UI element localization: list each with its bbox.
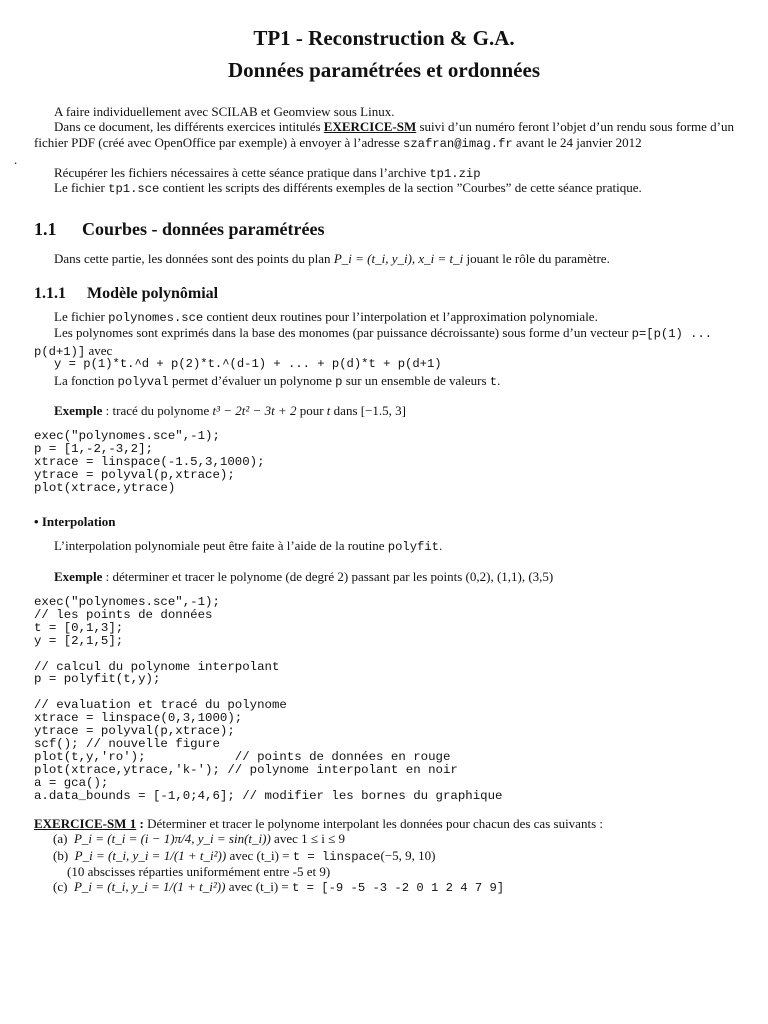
math-expression: P_i = (t_i, y_i = 1/(1 + t_i²)) <box>73 879 226 894</box>
intro-line-1: A faire individuellement avec SCILAB et Geomview sous Linux. <box>54 104 395 119</box>
body-text: . <box>497 373 501 388</box>
function-name: polyval <box>117 375 169 389</box>
exercise-item-b <box>53 848 436 866</box>
code-inline: t = linspace <box>292 850 381 864</box>
exercise-label: EXERCICE-SM 1 <box>34 816 137 831</box>
file-name: polynomes.sce <box>108 311 204 325</box>
variable-name: t <box>489 375 498 389</box>
body-text: pour <box>296 403 327 418</box>
body-text: (−5, 9, 10) <box>380 848 436 863</box>
body-text: L’interpolation polynomiale peut être faite à l’aide de la routine <box>54 538 388 553</box>
item-tag: (b) <box>53 848 69 863</box>
subsection-number: 1.1.1 <box>34 285 66 302</box>
section-title: Courbes - données paramétrées <box>82 219 325 239</box>
interpolation-text <box>34 538 734 556</box>
subsection-title: Modèle polynômial <box>87 285 219 302</box>
body-text: : tracé du polynome <box>102 403 213 418</box>
intro-period: . <box>14 152 18 168</box>
intro-paragraph-2 <box>14 119 734 168</box>
math-points: P_i = (t_i, y_i), x_i = t_i <box>333 251 464 266</box>
example-1 <box>34 403 734 419</box>
example-label: Exemple <box>54 569 103 584</box>
body-text: : déterminer et tracer le polynome (de degré 2) passant par les points (0,2), (1,1), (3,5) <box>102 569 554 584</box>
math-expression: P_i = (t_i, y_i = 1/(1 + t_i²)) <box>74 848 227 863</box>
interpolation-heading <box>34 514 115 530</box>
body-text: permet d’évaluer un polynome <box>168 373 336 388</box>
exercise-keyword: EXERCICE-SM <box>323 119 417 134</box>
function-name: polyfit <box>387 540 439 554</box>
intro-text: suivi d’un numéro feront l’objet d’un rendu sous forme d’un fichier PDF (créé avec OpenOffice par exemple) à envoyer à l’adresse <box>34 119 734 150</box>
example-label: Exemple <box>54 403 103 418</box>
body-text: avec (t_i) = <box>225 879 292 894</box>
intro-text: contient les scripts des différents exemples de la section ”Courbes” de cette séance pratique. <box>159 180 642 195</box>
intro-line-4 <box>34 180 734 198</box>
example-2 <box>34 569 734 585</box>
math-polynomial: t³ − 2t² − 3t + 2 <box>212 403 297 418</box>
section-text: jouant le rôle du paramètre. <box>463 251 610 266</box>
section-text: Dans cette partie, les données sont des points du plan <box>54 251 334 266</box>
interpolation-title: Interpolation <box>41 514 116 529</box>
bullet: • <box>34 514 39 529</box>
intro-text: Récupérer les fichiers nécessaires à cette séance pratique dans l’archive <box>54 165 430 180</box>
page-subtitle: Données paramétrées et ordonnées <box>227 58 541 82</box>
subsection-paragraph-1 <box>34 309 734 327</box>
intro-text: avant le 24 janvier 2012 <box>512 134 642 150</box>
exercise-colon: : <box>136 816 144 831</box>
section-heading <box>34 218 324 240</box>
section-number: 1.1 <box>34 219 57 239</box>
intro-text: Dans ce document, les différents exercices intitulés <box>54 119 324 134</box>
exercise-heading <box>34 816 734 832</box>
body-text: avec (t_i) = <box>226 848 293 863</box>
archive-name: tp1.zip <box>429 167 481 181</box>
exercise-item-c <box>53 879 504 897</box>
exercise-item-a <box>53 831 345 847</box>
body-text: dans <box>330 403 361 418</box>
code-block-2: exec("polynomes.sce",-1); // les points de données t = [0,1,3]; y = [2,1,5]; // calcul du polynome interpolant p = polyfit(t,y); // evaluation et tracé du polynome xtrace = linspace(0,3,1000); ytrace = polyval(p,xtrace); scf(); // nouvelle figure plot(t,y,'ro'); // points de données en rouge plot(xtrace,ytrace,'k-'); // polynome interpolant en noir a = gca(); a.data_bounds = [-1,0;4,6]; // modifier les bornes du graphique <box>34 595 503 803</box>
math-interval: [−1.5, 3] <box>360 403 407 418</box>
vector-notation: p=[p(1) ... p(d+1)] <box>34 327 713 359</box>
body-text: Les polynomes sont exprimés dans la base des monomes (par puissance décroissante) sous forme d’un vecteur <box>54 325 632 340</box>
section-intro <box>34 251 734 267</box>
subsection-heading <box>34 284 218 304</box>
email-address: szafran@imag.fr <box>403 136 513 151</box>
body-text: avec 1 ≤ i ≤ 9 <box>270 831 345 846</box>
body-text: Déterminer et tracer le polynome interpolant les données pour chacun des cas suivants : <box>143 816 603 831</box>
subsection-paragraph-4 <box>34 373 734 391</box>
body-text: Le fichier <box>54 309 109 324</box>
polynomial-formula: y = p(1)*t.^d + p(2)*t.^(d-1) + ... + p(d)*t + p(d+1) <box>54 357 442 371</box>
page-title: TP1 - Reconstruction & G.A. <box>253 26 515 50</box>
item-tag: (a) <box>53 831 68 846</box>
body-text: avec <box>85 342 113 358</box>
code-block-1: exec("polynomes.sce",-1); p = [1,-2,-3,2]; xtrace = linspace(-1.5,3,1000); ytrace = polyval(p,xtrace); plot(xtrace,ytrace) <box>34 429 265 495</box>
script-file-name: tp1.sce <box>108 182 160 196</box>
body-text: sur un ensemble de valeurs <box>342 373 490 388</box>
intro-text: Le fichier <box>54 180 109 195</box>
math-expression: P_i = (t_i = (i − 1)π/4, y_i = sin(t_i)) <box>73 831 271 846</box>
body-text: contient deux routines pour l’interpolation et l’approximation polynomiale. <box>203 309 598 324</box>
item-tag: (c) <box>53 879 68 894</box>
subsection-paragraph-2 <box>34 325 734 360</box>
body-text: . <box>439 538 443 553</box>
math-variable: t <box>326 403 331 418</box>
variable-name: p <box>335 375 343 389</box>
exercise-item-b-note: (10 abscisses réparties uniformément entre -5 et 9) <box>67 864 331 879</box>
code-inline: t = [-9 -5 -3 -2 0 1 2 4 7 9] <box>292 881 505 895</box>
body-text: La fonction <box>54 373 118 388</box>
